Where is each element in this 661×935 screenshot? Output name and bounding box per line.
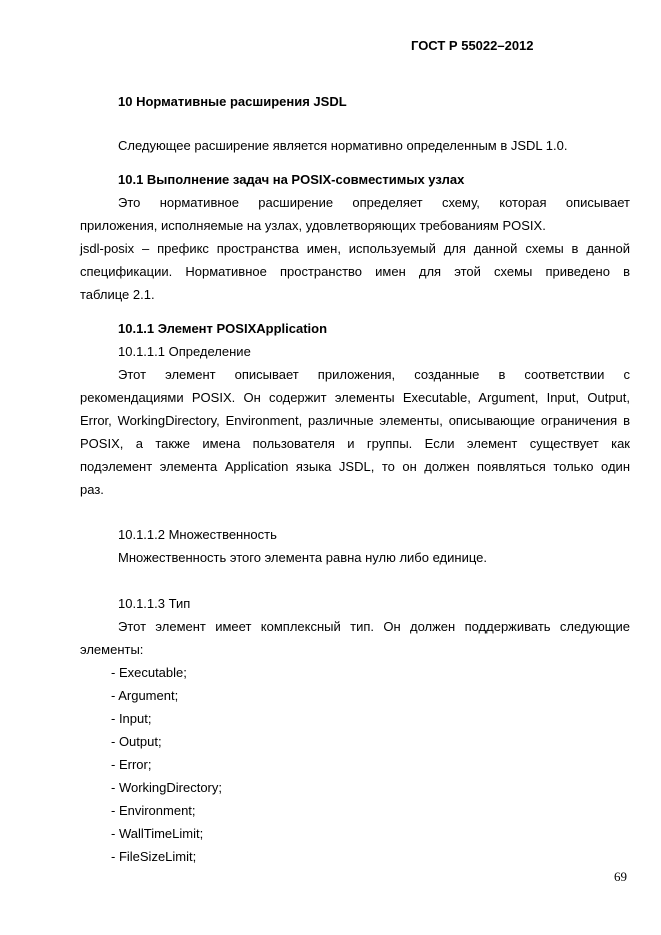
list-item: - Output; [111, 734, 162, 749]
paragraph-line: спецификации. Нормативное пространство имен для этой схемы приведено в [80, 264, 630, 279]
paragraph-line: раз. [80, 482, 104, 497]
section-10-intro: Следующее расширение является нормативно определенным в JSDL 1.0. [118, 138, 568, 153]
paragraph-line: jsdl-posix – префикс пространства имен, используемый для данной схемы в данной [80, 241, 630, 256]
list-item: - FileSizeLimit; [111, 849, 197, 864]
paragraph-line: Этот элемент описывает приложения, созданные в соответствии с [118, 367, 630, 382]
paragraph-line: Этот элемент имеет комплексный тип. Он должен поддерживать следующие [118, 619, 630, 634]
paragraph-line: POSIX, а также имена пользователя и группы. Если элемент существует как [80, 436, 630, 451]
subsection-title: 10.1.1.3 Тип [118, 596, 191, 611]
list-item: - Argument; [111, 688, 179, 703]
list-item: - Input; [111, 711, 152, 726]
paragraph-line: Error, WorkingDirectory, Environment, различные элементы, описывающие ограничения в [80, 413, 630, 428]
paragraph-line: рекомендациями POSIX. Он содержит элементы Executable, Argument, Input, Output, [80, 390, 630, 405]
paragraph-line: элементы: [80, 642, 144, 657]
paragraph-line: таблице 2.1. [80, 287, 155, 302]
paragraph-line: Множественность этого элемента равна нулю либо единице. [118, 550, 487, 565]
list-item: - Executable; [111, 665, 187, 680]
section-10-heading: 10 Нормативные расширения JSDL [118, 94, 347, 109]
list-item: - WallTimeLimit; [111, 826, 204, 841]
section-10-1-1-heading: 10.1.1 Элемент POSIXApplication [118, 321, 328, 336]
paragraph-line: приложения, исполняемые на узлах, удовлетворяющих требованиям POSIX. [80, 218, 546, 233]
paragraph-line: Это нормативное расширение определяет схему, которая описывает [118, 195, 630, 210]
subsection-title: 10.1.1.2 Множественность [118, 527, 277, 542]
doc-code-header: ГОСТ Р 55022–2012 [411, 38, 534, 53]
list-item: - Error; [111, 757, 152, 772]
paragraph-line: подэлемент элемента Application языка JSDL, то он должен появляться только один [80, 459, 630, 474]
list-item: - WorkingDirectory; [111, 780, 223, 795]
subsection-title: 10.1.1.1 Определение [118, 344, 251, 359]
list-item: - Environment; [111, 803, 196, 818]
page-number: 69 [614, 869, 627, 884]
section-10-1-heading: 10.1 Выполнение задач на POSIX-совместимых узлах [118, 172, 465, 187]
